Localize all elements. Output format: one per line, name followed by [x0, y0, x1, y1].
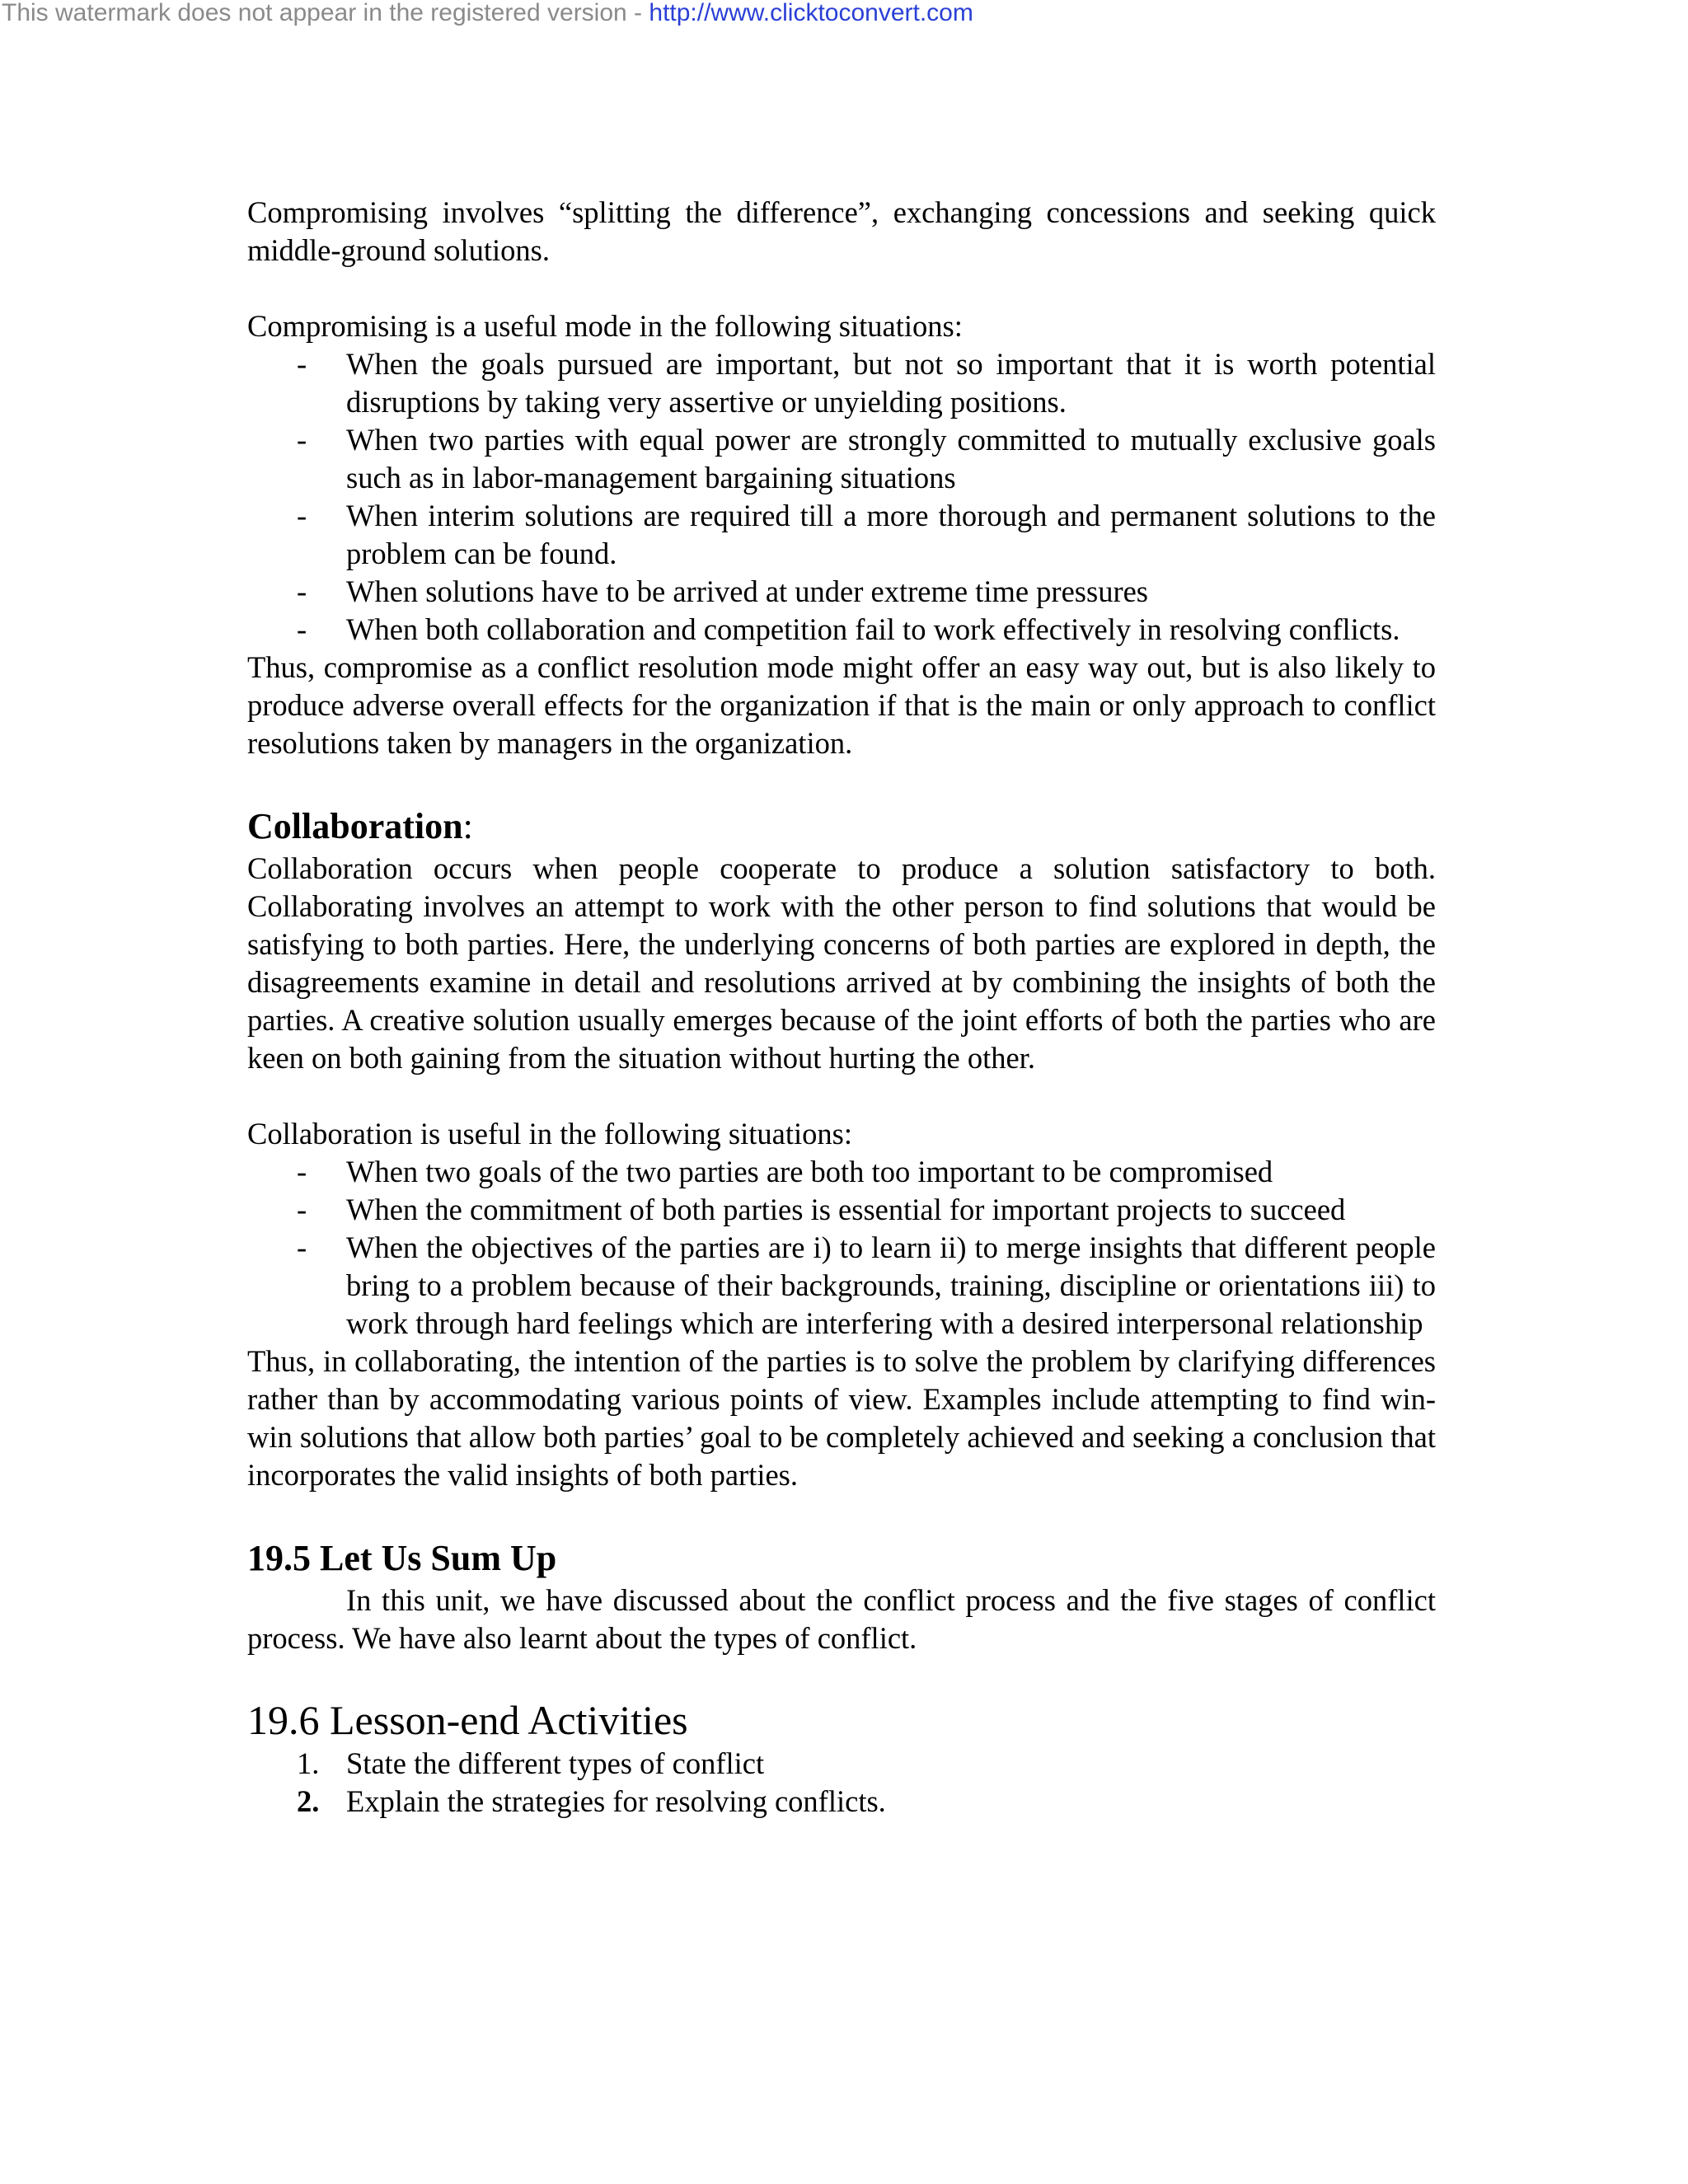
compromising-conclusion: Thus, compromise as a conflict resolution mode might offer an easy way out, but is also likely to produce adverse overall effects for the organization if that is the main or only approach to conflict resolutions taken by managers in the organization.: [247, 650, 1436, 760]
watermark-link[interactable]: http://www.clicktoconvert.com: [649, 0, 973, 26]
compromising-intro: Compromising involves “splitting the difference”, exchanging concessions and seeking quick middle-ground solutions.: [247, 195, 1436, 267]
collaboration-heading-colon: :: [462, 806, 473, 846]
watermark-banner: [2, 0, 973, 26]
collaboration-list: [247, 1153, 1436, 1343]
activities-heading: 19.6 Lesson-end Activities: [247, 1697, 688, 1743]
list-item-text: State the different types of conflict: [346, 1746, 765, 1780]
list-item: - When two parties with equal power are strongly committed to mutually exclusive goals such as in labor-management bargaining situations: [346, 421, 1436, 497]
list-item: - When both collaboration and competition fail to work effectively in resolving conflicts.: [346, 611, 1436, 649]
list-item: - When the goals pursued are important, but not so important that it is worth potential disruptions by taking very assertive or unyielding positions.: [346, 345, 1436, 421]
collaboration-intro: Collaboration occurs when people cooperate to produce a solution satisfactory to both. Collaborating involves an attempt to work with the other person to find solutions that would be satisfying to both parties. Here, the underlying concerns of both parties are explored in depth, the disagreements examine in detail and resolutions arrived at by combining the insights of both the parties. A creative solution usually emerges because of the joint efforts of both the parties who are keen on both gaining from the situation without hurting the other.: [247, 851, 1436, 1075]
list-item-number: 2.: [297, 1784, 320, 1818]
document-page: [247, 194, 1436, 1821]
compromising-list: [247, 345, 1436, 649]
list-item-number: 1.: [297, 1746, 320, 1780]
sumup-text: In this unit, we have discussed about the conflict process and the five stages of conflict process. We have also learnt about the types of conflict.: [247, 1583, 1436, 1655]
list-item: - When two goals of the two parties are both too important to be compromised: [346, 1153, 1436, 1191]
collaboration-heading-text: Collaboration: [247, 806, 463, 846]
collaboration-heading: [247, 804, 1436, 850]
list-item: - When the objectives of the parties are i) to learn ii) to merge insights that different people bring to a problem because of their backgrounds, training, discipline or orientations iii) to work through hard feelings which are interfering with a desired interpersonal relationship: [346, 1229, 1436, 1343]
collaboration-lead: Collaboration is useful in the following situations:: [247, 1117, 852, 1151]
collaboration-conclusion: Thus, in collaborating, the intention of the parties is to solve the problem by clarifying differences rather than by accommodating various points of view. Examples include attempting to find win-win solutions that allow both parties’ goal to be completely achieved and seeking a conclusion that incorporates the valid insights of both parties.: [247, 1344, 1436, 1492]
list-item: [297, 1783, 1436, 1821]
activities-list: [247, 1745, 1436, 1821]
compromising-lead: Compromising is a useful mode in the following situations:: [247, 309, 963, 343]
watermark-text: This watermark does not appear in the registered version -: [2, 0, 649, 26]
list-item: - When interim solutions are required till a more thorough and permanent solutions to the problem can be found.: [346, 497, 1436, 573]
list-item-text: Explain the strategies for resolving conflicts.: [346, 1784, 886, 1818]
sumup-heading: 19.5 Let Us Sum Up: [247, 1538, 557, 1578]
list-item: - When the commitment of both parties is essential for important projects to succeed: [346, 1191, 1436, 1229]
list-item: - When solutions have to be arrived at under extreme time pressures: [346, 573, 1436, 611]
list-item: [297, 1745, 1436, 1783]
